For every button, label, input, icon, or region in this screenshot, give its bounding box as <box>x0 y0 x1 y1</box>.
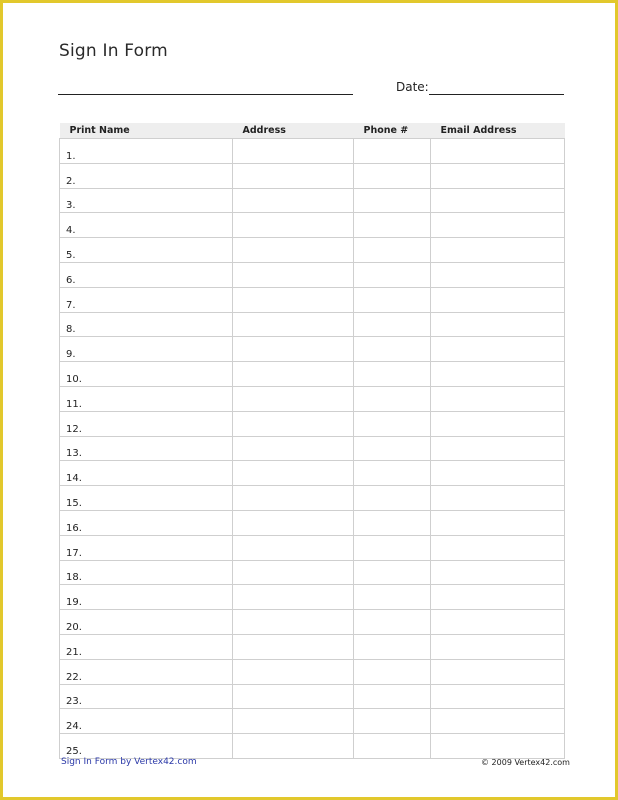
print-name-cell[interactable] <box>60 238 233 263</box>
column-header-phone: Phone # <box>354 123 431 139</box>
row-number: 16. <box>66 522 82 534</box>
address-cell[interactable] <box>233 287 354 312</box>
address-cell[interactable] <box>233 213 354 238</box>
phone-cell[interactable] <box>354 734 431 759</box>
phone-cell[interactable] <box>354 262 431 287</box>
address-cell[interactable] <box>233 709 354 734</box>
row-number: 9. <box>66 349 76 361</box>
address-cell[interactable] <box>233 610 354 635</box>
table-row <box>60 659 565 684</box>
email-cell[interactable] <box>431 659 565 684</box>
print-name-cell[interactable] <box>60 436 233 461</box>
address-cell[interactable] <box>233 312 354 337</box>
row-number: 11. <box>66 398 82 410</box>
column-header-email: Email Address <box>431 123 565 139</box>
table-row <box>60 709 565 734</box>
address-cell[interactable] <box>233 337 354 362</box>
table-row <box>60 436 565 461</box>
address-cell[interactable] <box>233 436 354 461</box>
phone-cell[interactable] <box>354 610 431 635</box>
row-number: 2. <box>66 175 76 187</box>
phone-cell[interactable] <box>354 659 431 684</box>
print-name-cell[interactable] <box>60 139 233 164</box>
row-number: 1. <box>66 150 76 162</box>
phone-cell[interactable] <box>354 163 431 188</box>
print-name-cell[interactable] <box>60 188 233 213</box>
table-row <box>60 362 565 387</box>
email-cell[interactable] <box>431 634 565 659</box>
row-number: 4. <box>66 225 76 237</box>
row-number: 3. <box>66 200 76 212</box>
address-cell[interactable] <box>233 386 354 411</box>
email-cell[interactable] <box>431 238 565 263</box>
address-cell[interactable] <box>233 510 354 535</box>
address-cell[interactable] <box>233 659 354 684</box>
table-row <box>60 610 565 635</box>
table-row <box>60 684 565 709</box>
print-name-cell[interactable] <box>60 386 233 411</box>
row-number: 20. <box>66 621 82 633</box>
phone-cell[interactable] <box>354 386 431 411</box>
row-number: 17. <box>66 547 82 559</box>
phone-cell[interactable] <box>354 436 431 461</box>
email-cell[interactable] <box>431 163 565 188</box>
table-body <box>60 139 565 759</box>
table-row <box>60 188 565 213</box>
address-cell[interactable] <box>233 535 354 560</box>
print-name-cell[interactable] <box>60 659 233 684</box>
table-row <box>60 262 565 287</box>
table-row <box>60 312 565 337</box>
print-name-cell[interactable] <box>60 634 233 659</box>
print-name-cell[interactable] <box>60 461 233 486</box>
print-name-cell[interactable] <box>60 684 233 709</box>
phone-cell[interactable] <box>354 510 431 535</box>
row-number: 22. <box>66 671 82 683</box>
address-cell[interactable] <box>233 238 354 263</box>
phone-cell[interactable] <box>354 461 431 486</box>
footer-copyright: © 2009 Vertex42.com <box>481 758 570 767</box>
print-name-cell[interactable] <box>60 411 233 436</box>
print-name-cell[interactable] <box>60 262 233 287</box>
table-row <box>60 535 565 560</box>
email-cell[interactable] <box>431 312 565 337</box>
print-name-cell[interactable] <box>60 709 233 734</box>
address-cell[interactable] <box>233 262 354 287</box>
print-name-cell[interactable] <box>60 337 233 362</box>
email-cell[interactable] <box>431 139 565 164</box>
address-cell[interactable] <box>233 486 354 511</box>
form-title: Sign In Form <box>59 41 168 61</box>
print-name-cell[interactable] <box>60 510 233 535</box>
address-cell[interactable] <box>233 560 354 585</box>
address-cell[interactable] <box>233 461 354 486</box>
address-cell[interactable] <box>233 634 354 659</box>
email-cell[interactable] <box>431 213 565 238</box>
email-cell[interactable] <box>431 560 565 585</box>
print-name-cell[interactable] <box>60 734 233 759</box>
address-cell[interactable] <box>233 362 354 387</box>
sign-in-table <box>59 123 565 759</box>
column-header-address: Address <box>233 123 354 139</box>
row-number: 21. <box>66 646 82 658</box>
table-row <box>60 510 565 535</box>
email-cell[interactable] <box>431 337 565 362</box>
phone-cell[interactable] <box>354 585 431 610</box>
phone-cell[interactable] <box>354 213 431 238</box>
table-row <box>60 634 565 659</box>
print-name-cell[interactable] <box>60 486 233 511</box>
table-row <box>60 585 565 610</box>
table-row <box>60 486 565 511</box>
email-cell[interactable] <box>431 386 565 411</box>
row-number: 15. <box>66 497 82 509</box>
email-cell[interactable] <box>431 436 565 461</box>
email-cell[interactable] <box>431 709 565 734</box>
date-label: Date: <box>396 80 429 94</box>
phone-cell[interactable] <box>354 337 431 362</box>
table-row <box>60 461 565 486</box>
date-field-line[interactable] <box>429 94 564 95</box>
print-name-cell[interactable] <box>60 312 233 337</box>
print-name-cell[interactable] <box>60 535 233 560</box>
address-cell[interactable] <box>233 139 354 164</box>
table-header-row <box>60 123 565 139</box>
row-number: 19. <box>66 597 82 609</box>
email-cell[interactable] <box>431 461 565 486</box>
row-number: 7. <box>66 299 76 311</box>
email-cell[interactable] <box>431 684 565 709</box>
email-cell[interactable] <box>431 486 565 511</box>
phone-cell[interactable] <box>354 634 431 659</box>
phone-cell[interactable] <box>354 312 431 337</box>
row-number: 12. <box>66 423 82 435</box>
print-name-cell[interactable] <box>60 287 233 312</box>
address-cell[interactable] <box>233 585 354 610</box>
table-row <box>60 560 565 585</box>
phone-cell[interactable] <box>354 287 431 312</box>
phone-cell[interactable] <box>354 411 431 436</box>
table-row <box>60 386 565 411</box>
email-cell[interactable] <box>431 287 565 312</box>
address-cell[interactable] <box>233 163 354 188</box>
email-cell[interactable] <box>431 734 565 759</box>
phone-cell[interactable] <box>354 486 431 511</box>
email-cell[interactable] <box>431 535 565 560</box>
row-number: 5. <box>66 249 76 261</box>
phone-cell[interactable] <box>354 560 431 585</box>
email-cell[interactable] <box>431 585 565 610</box>
email-cell[interactable] <box>431 262 565 287</box>
row-number: 8. <box>66 324 76 336</box>
row-number: 13. <box>66 448 82 460</box>
phone-cell[interactable] <box>354 362 431 387</box>
table-row <box>60 139 565 164</box>
email-cell[interactable] <box>431 411 565 436</box>
print-name-cell[interactable] <box>60 560 233 585</box>
print-name-cell[interactable] <box>60 610 233 635</box>
phone-cell[interactable] <box>354 709 431 734</box>
row-number: 10. <box>66 373 82 385</box>
row-number: 14. <box>66 473 82 485</box>
row-number: 18. <box>66 572 82 584</box>
address-cell[interactable] <box>233 734 354 759</box>
phone-cell[interactable] <box>354 139 431 164</box>
phone-cell[interactable] <box>354 684 431 709</box>
row-number: 25. <box>66 745 82 757</box>
phone-cell[interactable] <box>354 238 431 263</box>
table-row <box>60 213 565 238</box>
table-row <box>60 163 565 188</box>
print-name-cell[interactable] <box>60 362 233 387</box>
row-number: 6. <box>66 274 76 286</box>
email-cell[interactable] <box>431 510 565 535</box>
address-cell[interactable] <box>233 188 354 213</box>
email-cell[interactable] <box>431 362 565 387</box>
column-header-print-name: Print Name <box>60 123 233 139</box>
name-signature-line[interactable] <box>58 94 353 95</box>
row-number: 23. <box>66 696 82 708</box>
print-name-cell[interactable] <box>60 163 233 188</box>
address-cell[interactable] <box>233 684 354 709</box>
row-number: 24. <box>66 721 82 733</box>
print-name-cell[interactable] <box>60 585 233 610</box>
table-row <box>60 287 565 312</box>
phone-cell[interactable] <box>354 188 431 213</box>
email-cell[interactable] <box>431 610 565 635</box>
address-cell[interactable] <box>233 411 354 436</box>
table-row <box>60 238 565 263</box>
table-row <box>60 411 565 436</box>
table-row <box>60 337 565 362</box>
phone-cell[interactable] <box>354 535 431 560</box>
email-cell[interactable] <box>431 188 565 213</box>
print-name-cell[interactable] <box>60 213 233 238</box>
table-row <box>60 734 565 759</box>
footer-credit-link[interactable]: Sign In Form by Vertex42.com <box>61 757 197 767</box>
